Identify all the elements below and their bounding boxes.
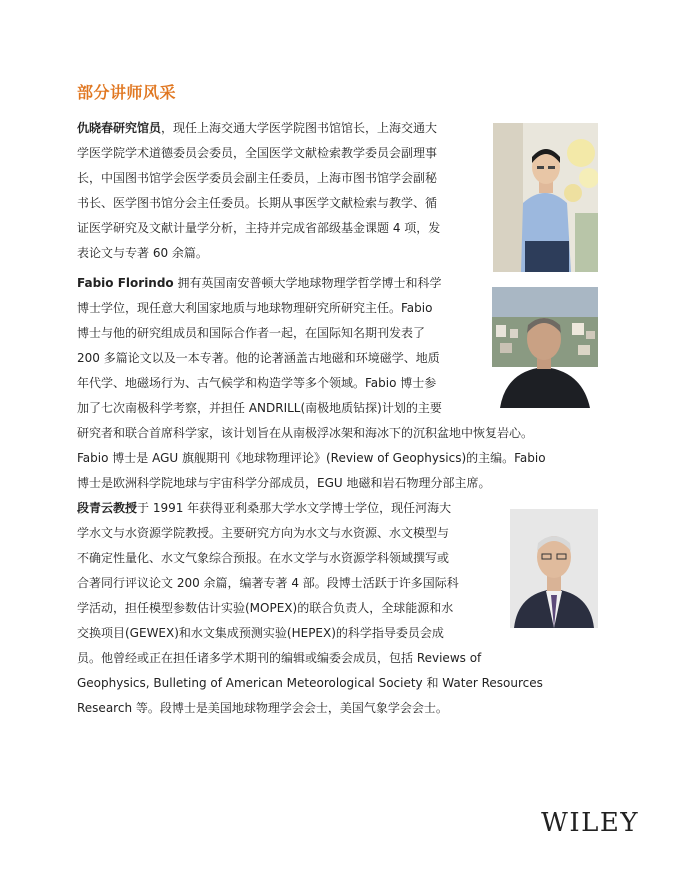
photo-qiu: [493, 123, 598, 272]
bio-name: Fabio Florindo: [77, 276, 174, 290]
bio-florindo: Fabio Florindo 拥有英国南安普顿大学地球物理学哲学博士和科学 博士学位，现任意大利国家地质与地球物理研究所研究主任。Fabio 博士与他的研究组成员和国际合作者一起，在国际知名期刊发表了 200 多篇论文以及一本专著。他的论著涵盖古地磁和环境磁学、地质 年代学、地磁场行为、古气候学和构造学等多个领域。Fabio 博士参 加了七次南极科学考察，并担任 ANDRILL(南极地质钻探)计划的主要 研究者和联合首席科学家，该计划旨在从南极浮冰架和海冰下的沉积盆地中恢复岩心。 Fabio 博士是 AGU 旗舰期刊《地球物理评论》(Review of Geophysics)的主编。Fabio 博士是欧洲科学院地球与宇宙科学分部成员，EGU 地磁和岩石物理分部主席。: [77, 276, 546, 490]
bio-qiu: 仇晓春研究馆员，现任上海交通大学医学院图书馆馆长，上海交通大 学医学院学术道德委员会委员，全国医学文献检索教学委员会副理事 长，中国图书馆学会医学委员会副主任委员，上海市图书馆学会副秘 书长、医学图书馆分会主任委员。长期从事医学文献检索与教学、循 证医学研究及文献计量学分析，主持并完成省部级基金课题 4 项，发 表论文与专著 60 余篇。: [77, 121, 441, 260]
wiley-logo: WILEY: [541, 808, 639, 838]
bio-duan: 段青云教授于 1991 年获得亚利桑那大学水文学博士学位，现任河海大 学水文与水资源学院教授。主要研究方向为水文与水资源、水文模型与 不确定性量化、水文气象综合预报。在水文学与水资源学科领域撰写或 合著同行评议论文 200 余篇，编著专著 4 部。段博士活跃于许多国际科 学活动，担任模型参数估计实验(MOPEX)的联合负责人，全球能源和水 交换项目(GEWEX)和水文集成预测实验(HEPEX)的科学指导委员会成 员。他曾经或正在担任诸多学术期刊的编辑或编委会成员，包括 Reviews of Geophysics, Bulleting of American Meteorological Society 和 Water Resources Research 等。段博士是美国地球物理学会会士，美国气象学会会士。: [77, 501, 543, 715]
bio-name: 段青云教授: [77, 501, 138, 515]
photo-duan: [510, 509, 598, 628]
bio-name: 仇晓春研究馆员: [77, 121, 162, 135]
section-title: 部分讲师风采: [77, 83, 177, 102]
photo-florindo: [492, 287, 598, 408]
